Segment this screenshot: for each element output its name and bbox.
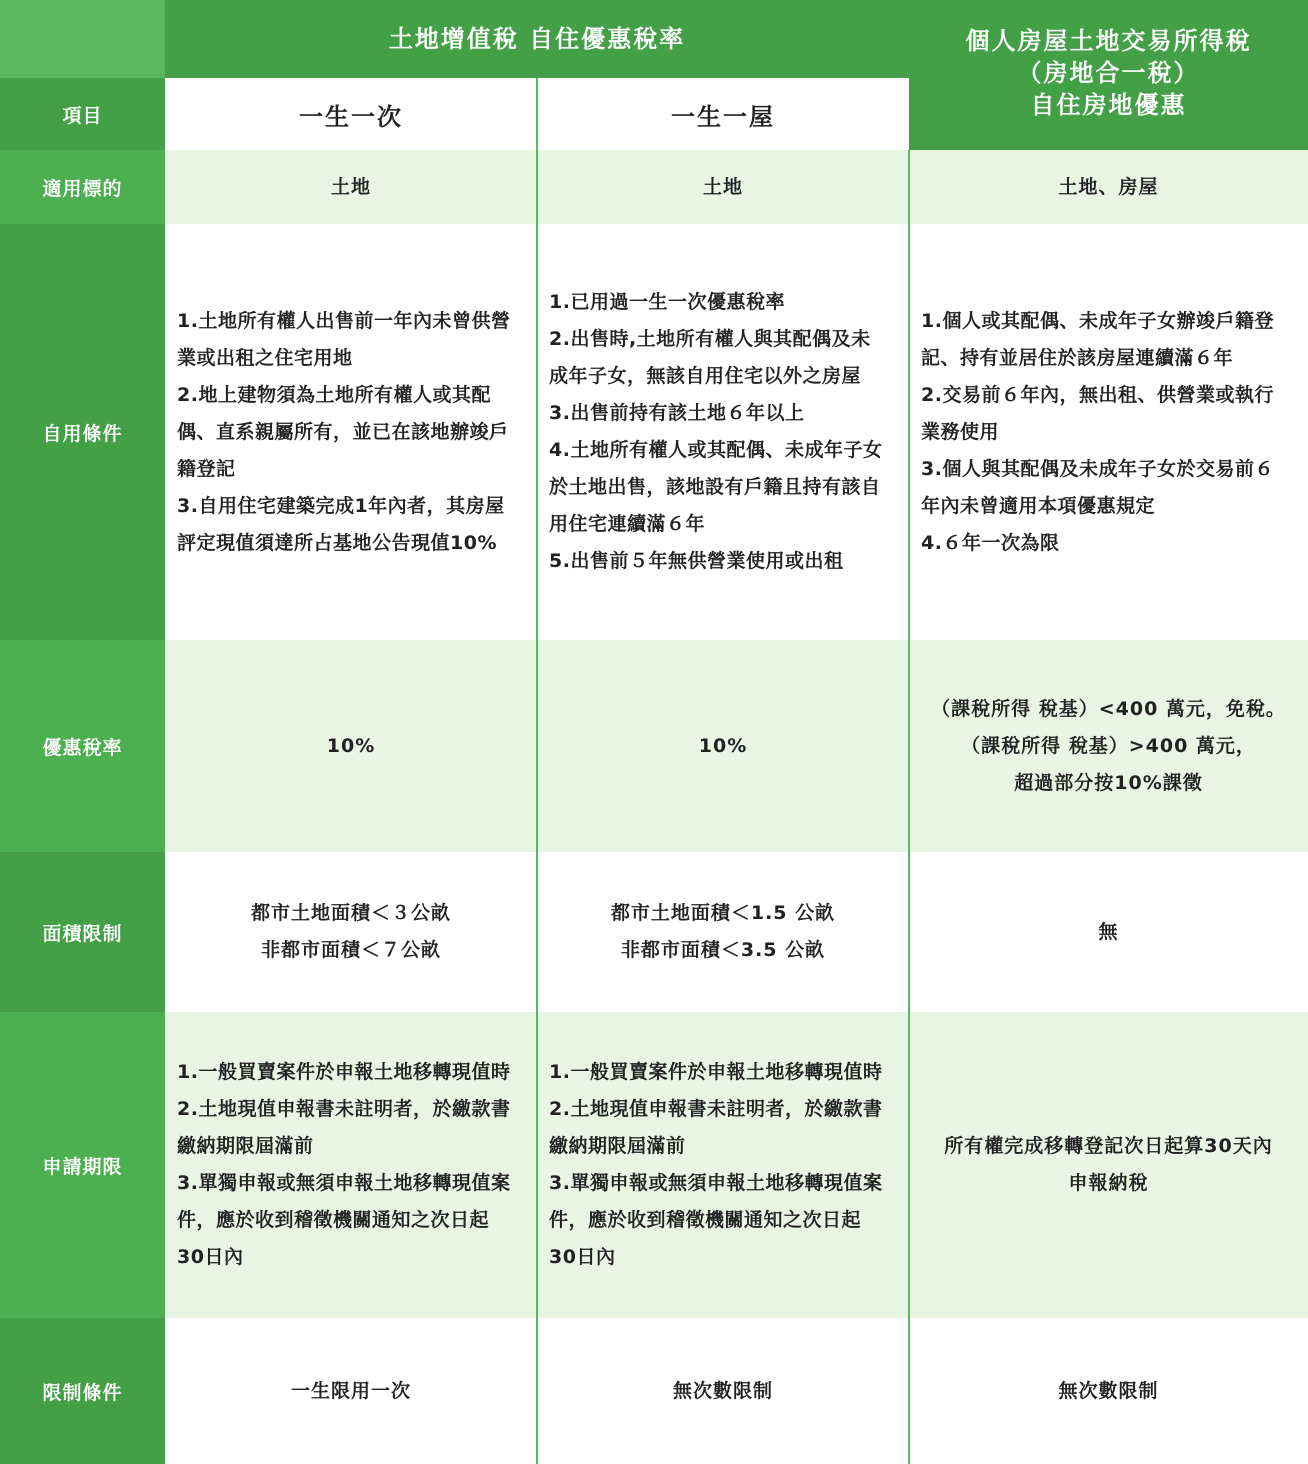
header-income-tax-line1: 個人房屋土地交易所得稅	[965, 27, 1252, 55]
rate-col3	[909, 640, 1308, 852]
list-item: 1.個人或其配偶、未成年子女辦竣戶籍登	[921, 309, 1274, 332]
conditions-col1	[165, 224, 537, 640]
header-income-tax-line2: （房地合一稅）	[1017, 59, 1200, 87]
target-col2: 土地	[537, 150, 909, 224]
rate-line: 超過部分按10%課徵	[1014, 771, 1203, 794]
list-item: 3.個人與其配偶及未成年子女於交易前６	[921, 457, 1274, 480]
list-item: 繳納期限屆滿前	[177, 1135, 314, 1157]
area-col1	[165, 852, 537, 1012]
row-label-conditions: 自用條件	[0, 224, 165, 640]
period-col1-list	[177, 1054, 510, 1276]
list-item: 業或出租之住宅用地	[177, 346, 353, 369]
period-col3	[909, 1012, 1308, 1318]
conditions-col3-list	[921, 303, 1274, 562]
period-col2-list	[549, 1054, 882, 1276]
list-item: 3.單獨申報或無須申報土地移轉現值案	[177, 1172, 511, 1194]
list-item: 用住宅連續滿６年	[549, 513, 706, 535]
list-item: 記、持有並居住於該房屋連續滿６年	[921, 346, 1234, 369]
period-line: 申報納稅	[1068, 1172, 1149, 1194]
subheader-one-house: 一生一屋	[537, 78, 909, 150]
row-label-area: 面積限制	[0, 852, 165, 1012]
list-item: 年內未曾適用本項優惠規定	[921, 494, 1156, 517]
list-item: 1.一般買賣案件於申報土地移轉現值時	[549, 1061, 883, 1083]
list-item: 評定現值須達所占基地公告現值10%	[177, 531, 497, 554]
header-income-tax-line3: 自住房地優惠	[1030, 91, 1187, 119]
area-col3: 無	[909, 852, 1308, 1012]
rate-col2: 10%	[537, 640, 909, 852]
period-col2	[537, 1012, 909, 1318]
list-item: 籍登記	[177, 457, 236, 480]
rate-line: （課稅所得 稅基）>400 萬元，	[961, 734, 1256, 757]
list-item: 1.土地所有權人出售前一年內未曾供營	[177, 309, 511, 332]
limit-col3: 無次數限制	[909, 1318, 1308, 1464]
list-item: 於土地出售，該地設有戶籍且持有該自	[549, 476, 881, 498]
rate-col1: 10%	[165, 640, 537, 852]
list-item: 業務使用	[921, 420, 1000, 443]
conditions-col3	[909, 224, 1308, 640]
area-line: 都市土地面積＜1.5 公畝	[610, 902, 836, 924]
area-line: 非都市面積＜3.5 公畝	[620, 939, 826, 961]
area-col1-text	[165, 895, 537, 969]
list-item: 2.土地現值申報書未註明者，於繳款書	[177, 1098, 511, 1120]
rate-col3-text	[909, 691, 1308, 802]
list-item: 2.出售時,土地所有權人與其配偶及未	[549, 328, 871, 350]
list-item: 1.一般買賣案件於申報土地移轉現值時	[177, 1061, 511, 1083]
list-item: 30日內	[549, 1246, 616, 1268]
list-item: 件，應於收到稽徵機關通知之次日起	[549, 1209, 862, 1231]
column-divider	[536, 78, 538, 1464]
list-item: 件，應於收到稽徵機關通知之次日起	[177, 1209, 490, 1231]
conditions-col1-list	[177, 303, 510, 562]
list-item: 2.交易前６年內，無出租、供營業或執行	[921, 383, 1274, 406]
row-label-period: 申請期限	[0, 1012, 165, 1318]
target-col3: 土地、房屋	[909, 150, 1308, 224]
list-item: 2.地上建物須為土地所有權人或其配	[177, 383, 491, 406]
header-income-tax	[909, 0, 1308, 150]
list-item: 成年子女，無該自用住宅以外之房屋	[549, 365, 862, 387]
list-item: 3.出售前持有該土地６年以上	[549, 402, 805, 424]
limit-col2: 無次數限制	[537, 1318, 909, 1464]
conditions-col2	[537, 224, 909, 640]
row-label-limit: 限制條件	[0, 1318, 165, 1464]
list-item: 2.土地現值申報書未註明者，於繳款書	[549, 1098, 883, 1120]
list-item: 4.６年一次為限	[921, 531, 1060, 554]
row-label-rate: 優惠稅率	[0, 640, 165, 852]
period-col3-text	[909, 1128, 1308, 1202]
period-col1	[165, 1012, 537, 1318]
area-col2-text	[537, 895, 909, 969]
list-item: 偶、直系親屬所有，並已在該地辦竣戶	[177, 420, 509, 443]
limit-col1: 一生限用一次	[165, 1318, 537, 1464]
row-label-item: 項目	[0, 78, 165, 150]
column-divider	[908, 150, 910, 1464]
list-item: 1.已用過一生一次優惠稅率	[549, 291, 785, 313]
area-col2	[537, 852, 909, 1012]
list-item: 30日內	[177, 1246, 244, 1268]
list-item: 5.出售前５年無供營業使用或出租	[549, 550, 844, 572]
subheader-once-in-life: 一生一次	[165, 78, 537, 150]
target-col1: 土地	[165, 150, 537, 224]
list-item: 3.自用住宅建築完成1年內者，其房屋	[177, 494, 505, 517]
list-item: 4.土地所有權人或其配偶、未成年子女	[549, 439, 883, 461]
period-line: 所有權完成移轉登記次日起算30天內	[944, 1135, 1273, 1157]
list-item: 繳納期限屆滿前	[549, 1135, 686, 1157]
list-item: 3.單獨申報或無須申報土地移轉現值案	[549, 1172, 883, 1194]
row-label-target: 適用標的	[0, 150, 165, 224]
header-land-value-tax: 土地增值稅 自住優惠稅率	[165, 0, 909, 78]
area-line: 非都市面積＜７公畝	[260, 939, 441, 961]
corner-cell	[0, 0, 165, 78]
area-line: 都市土地面積＜３公畝	[250, 902, 451, 924]
rate-line: （課稅所得 稅基）<400 萬元，免稅。	[931, 697, 1286, 720]
conditions-col2-list	[549, 284, 882, 580]
